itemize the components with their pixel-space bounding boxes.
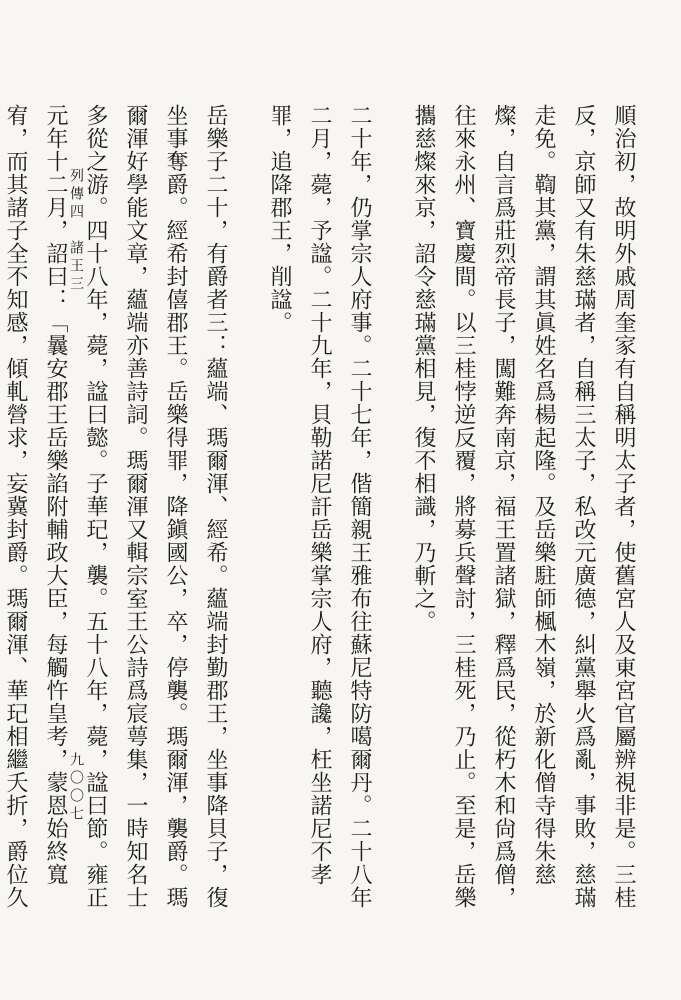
page-number: 九〇〇七 — [68, 752, 84, 824]
main-text — [0, 104, 643, 924]
paragraph-qing-pretenders: 順治初，故明外戚周奎家有自稱明太子者，使舊宮人及東宮官屬辨視非是。三桂反，京師又有朱慈璊者，自稱三太子，私改元廣德，糾黨舉火爲亂，事敗，慈璊走免。鞫其黨，謂其眞姓名爲楊起隆。及岳樂駐師楓木嶺，於新化僧寺得朱慈燦，自言爲莊烈帝長子，闖難奔南京，福王置諸獄，釋爲民，從朽木和尙爲僧，往來永州、寶慶間。以三桂悖逆反覆，將募兵聲討，三桂死，乃止。至是，岳樂攜慈燦來京，詔令慈璊黨相見，復不相識，乃斬之。 — [411, 104, 636, 909]
paragraph-yue-le-sons: 岳樂子二十，有爵者三：蘊端、瑪爾渾、經希。蘊端封勤郡王，坐事降貝子，復坐事奪爵。經希封僖郡王。岳樂得罪，降鎭國公，卒，停襲。瑪爾渾，襲爵。瑪爾渾好學能文章，蘊端亦善詩詞。瑪爾渾又輯宗室王公詩爲宸萼集，一時知名士多從之游。四十八年，薨，諡曰懿。子華玘，襲。五十八年，薨，諡曰節。雍正元年十二月，詔曰：「曩安郡王岳樂諂附輔政大臣，每觸忤皇考，蒙恩始終寬宥，而其諸子全不知感，傾軋營求，妄冀封爵。瑪爾渾、華玘相繼夭折，爵位久 — [3, 104, 228, 909]
paragraph-yue-le-death: 二十年，仍掌宗人府事。二十七年，偕簡親王雅布往蘇尼特防噶爾丹。二十八年二月，薨，予諡。二十九年，貝勒諾尼訐岳樂掌宗人府，聽讒，枉坐諾尼不孝罪，追降郡王，削諡。 — [267, 104, 372, 909]
chapter-header: 列傳四 諸王三 — [68, 168, 84, 294]
